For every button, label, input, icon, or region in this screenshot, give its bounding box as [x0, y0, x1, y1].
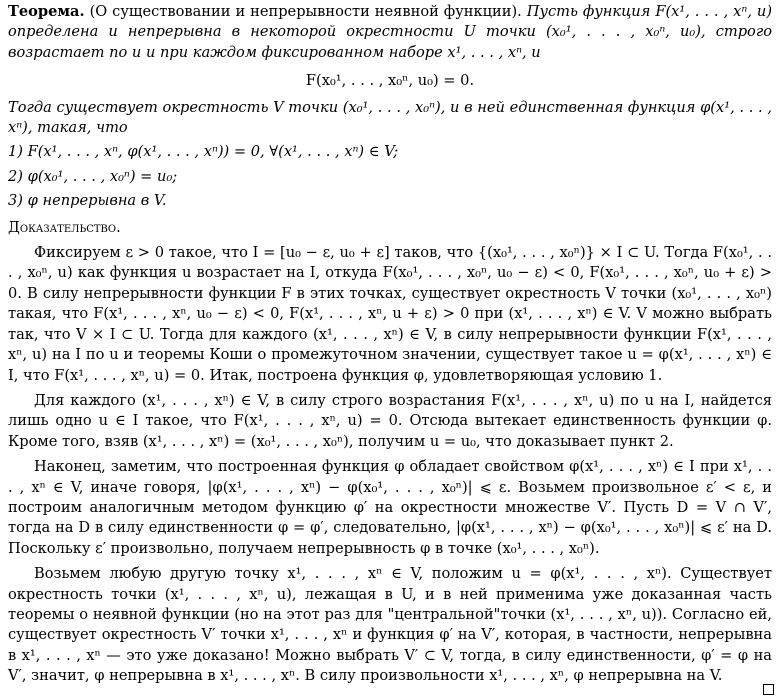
display-equation: F(x₀¹, . . . , x₀ⁿ, u₀) = 0.: [305, 72, 475, 90]
condition-3: 3) φ непрерывна в V.: [8, 192, 167, 210]
theorem-hypothesis: Пусть функция F(x¹, . . . , xⁿ, u) определена и непрерывна в некоторой окрестности U точки (x₀¹, . . . , x₀ⁿ, u₀), строго возрастает по u и при каждом фиксированном наборе x¹, . . . , xⁿ, u: [8, 3, 773, 61]
proof-paragraph-3: Наконец, заметим, что построенная функция φ обладает свойством φ(x¹, . . . , xⁿ) ∈ I при x¹, . . . , xⁿ ∈ V, иначе говоря, |φ(x¹, . . . , xⁿ) − φ(x₀¹, . . . , x₀ⁿ)| ⩽ ε. Возьмем произвольное ε′ < ε, и построим аналогичным методом функцию φ′ на окрестности множестве V′. Пусть D = V ∩ V′, тогда на D в силу единственности φ = φ′, следовательно, |φ(x¹, . . . , xⁿ) − φ(x₀¹, . . . , x₀ⁿ)| ⩽ ε′ на D. Поскольку ε′ произвольно, получаем непрерывность φ в точке (x₀¹, . . . , x₀ⁿ).: [8, 458, 772, 557]
document-page: [8, 2, 772, 687]
proof-paragraph-2: Для каждого (x¹, . . . , xⁿ) ∈ V, в силу строго возрастания F(x¹, . . . , xⁿ, u) по u на I, найдется лишь одно u ∈ I такое, что F(x¹, . . . , xⁿ, u) = 0. Отсюда вытекает единственность функции φ. Кроме того, взяв (x¹, . . . , xⁿ) = (x₀¹, . . . , x₀ⁿ), получим u = u₀, что доказывает пункт 2.: [8, 391, 772, 450]
theorem-title: (О существовании и непрерывности неявной функции).: [89, 3, 522, 20]
proof-paragraph-1: Фиксируем ε > 0 такое, что I = [u₀ − ε, u₀ + ε] таков, что {(x₀¹, . . . , x₀ⁿ)} × I ⊂ U. Тогда F(x₀¹, . . . , x₀ⁿ, u) как функция u возрастает на I, откуда F(x₀¹, . . . , x₀ⁿ, u₀ − ε) < 0, F(x₀¹, . . . , x₀ⁿ, u₀ + ε) > 0. В силу непрерывности функции F в этих точках, существует окрестность V точки (x₀¹, . . . , x₀ⁿ) такая, что F(x¹, . . . , xⁿ, u₀ − ε) < 0, F(x¹, . . . , xⁿ, u + ε) > 0 при (x¹, . . . , xⁿ) ∈ V. V можно выбрать так, что V × I ⊂ U. Тогда для каждого (x¹, . . . , xⁿ) ∈ V, в силу непрерывности функции F(x¹, . . . , xⁿ, u) на I по u и теоремы Коши о промежуточном значении, существует такое u = φ(x¹, . . . , xⁿ) ∈ I, что F(x¹, . . . , xⁿ, u) = 0. Итак, построена функция φ, удовлетворяющая условию 1.: [8, 244, 772, 384]
condition-2: 2) φ(x₀¹, . . . , x₀ⁿ) = u₀;: [8, 167, 178, 185]
proof-heading: Доказательство.: [8, 218, 121, 236]
qed-square-icon: [763, 684, 774, 695]
theorem-conclusion: Тогда существует окрестность V точки (x₀¹, . . . , x₀ⁿ), и в ней единственная функция φ(x¹, . . . , xⁿ), такая, что: [8, 98, 772, 137]
theorem-statement: [8, 2, 772, 63]
proof-paragraph-4: Возьмем любую другую точку x¹, . . . , xⁿ ∈ V, положим u = φ(x¹, . . . , xⁿ). Существует окрестность точки (x¹, . . . , xⁿ, u), лежащая в U, и в ней применима уже доказанная часть теоремы о неявной функции (но на этот раз для "центральной"точки (x¹, . . . , xⁿ, u)). Согласно ей, существует окрестность V′ точки x¹, . . . , xⁿ и функция φ′ на V′, которая, в частности, непрерывна в x¹, . . . , xⁿ — это уже доказано! Можно выбрать V′ ⊂ V, тогда, в силу единственности, φ′ = φ на V′, значит, φ непрерывна в x¹, . . . , xⁿ. В силу произвольности x¹, . . . , xⁿ, φ непрерывна на V.: [8, 565, 772, 685]
condition-1: 1) F(x¹, . . . , xⁿ, φ(x¹, . . . , xⁿ)) = 0, ∀(x¹, . . . , xⁿ) ∈ V;: [8, 143, 399, 161]
theorem-heading: Теорема.: [8, 3, 85, 20]
